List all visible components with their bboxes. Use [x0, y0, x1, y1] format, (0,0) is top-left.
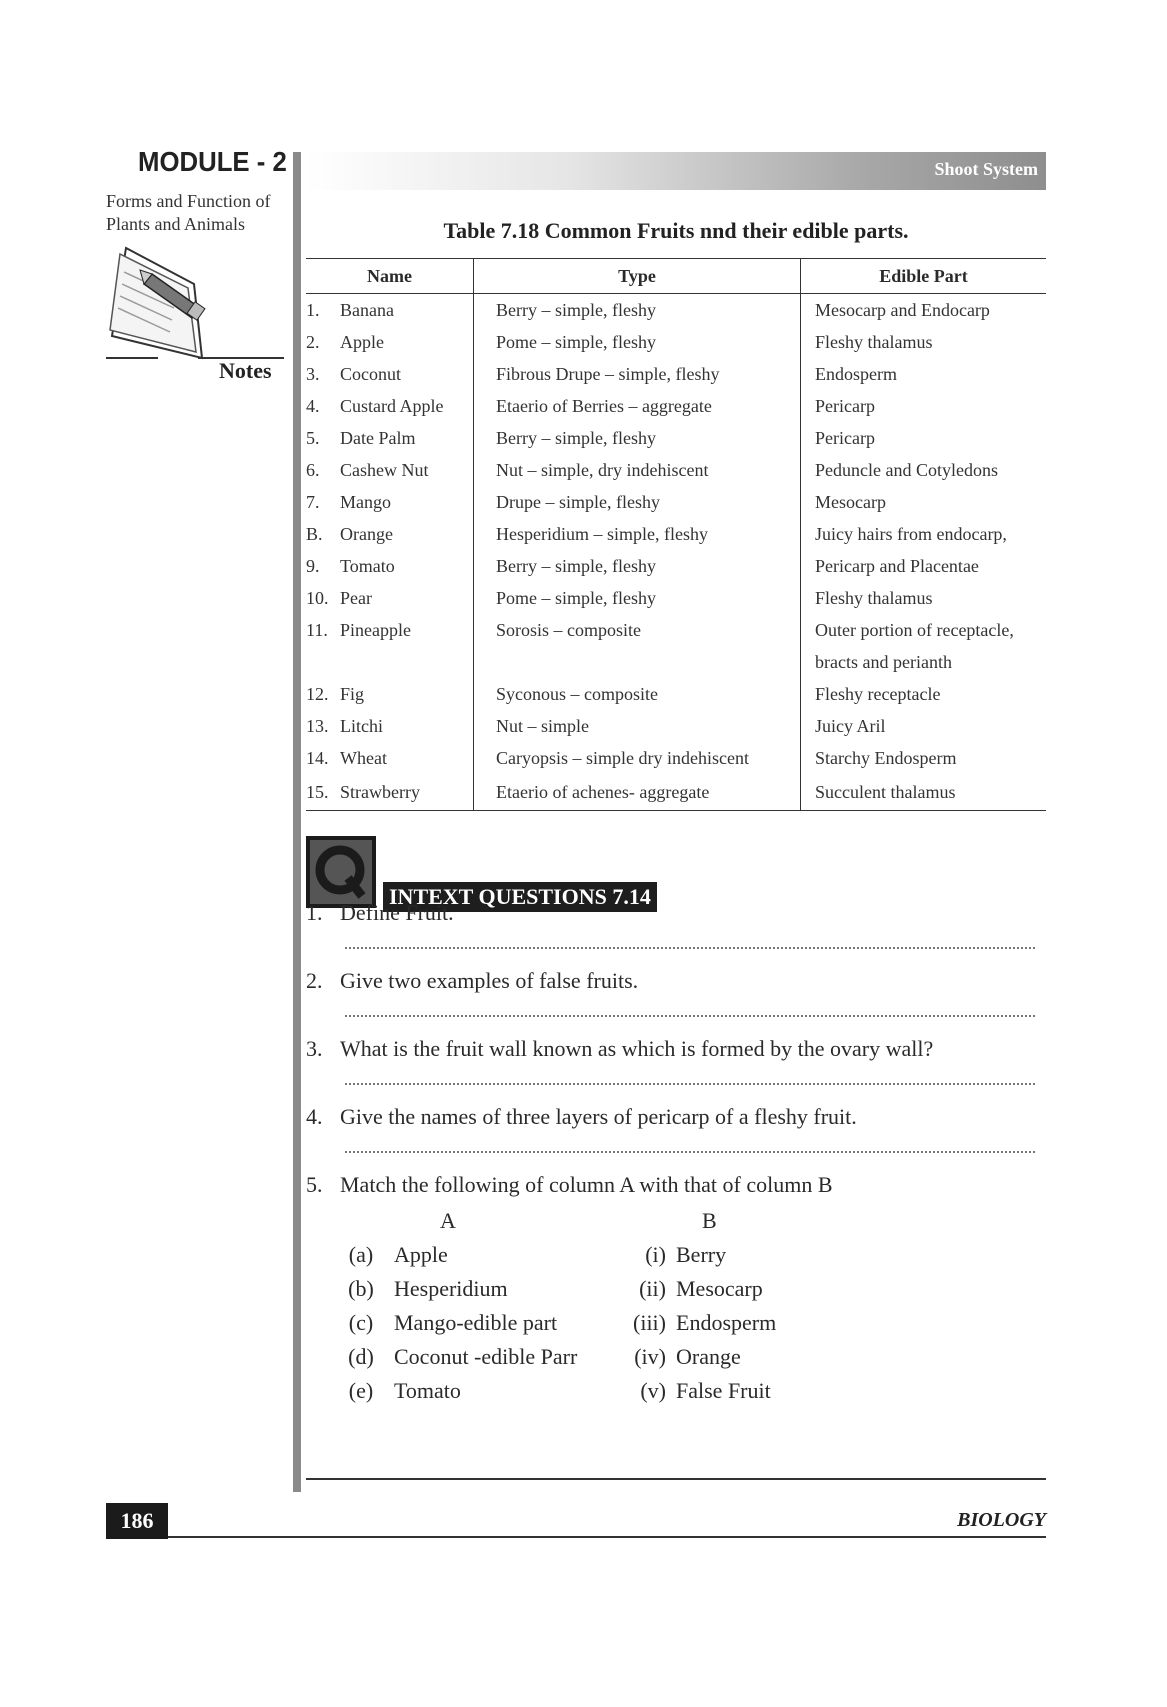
match-a-label: (d) — [348, 1344, 374, 1369]
table-row — [306, 646, 1046, 678]
match-b-label: (v) — [640, 1378, 666, 1403]
fruit-name: Mango — [340, 491, 391, 512]
answer-line-3 — [344, 1082, 1036, 1086]
module-subtitle-line2: Plants and Animals — [106, 214, 245, 234]
table-row — [306, 358, 1046, 390]
cell-name — [306, 582, 474, 614]
cell-name — [306, 454, 474, 486]
question-text: Give two examples of false fruits. — [340, 968, 639, 993]
question-4 — [306, 1104, 857, 1130]
match-b-text: Endosperm — [676, 1310, 777, 1335]
question-icon — [306, 836, 376, 908]
cell-edible-part: Pericarp and Placentae — [815, 555, 979, 576]
table-row — [306, 774, 1046, 811]
match-a-label: (e) — [348, 1378, 374, 1403]
cell-edible-part: Mesocarp and Endocarp — [815, 299, 990, 320]
cell-type: Berry – simple, fleshy — [474, 550, 801, 582]
match-b-label: (ii) — [639, 1276, 666, 1301]
table-row — [306, 678, 1046, 710]
cell-name — [306, 710, 474, 742]
intext-heading: INTEXT QUESTIONS 7.14 — [383, 882, 657, 912]
notes-label: Notes — [219, 358, 272, 383]
table-row — [306, 582, 1046, 614]
match-b-label: (iii) — [633, 1310, 666, 1335]
cell-name — [306, 294, 474, 327]
cell-name — [306, 486, 474, 518]
fruit-name: Wheat — [340, 747, 387, 768]
question-number: 4. — [306, 1104, 323, 1129]
fruit-name: Pear — [340, 587, 372, 608]
column-header-name: Name — [306, 259, 474, 294]
match-b-label: (i) — [645, 1242, 666, 1267]
section-bottom-rule — [306, 1478, 1046, 1480]
cell-type: Etaerio of achenes- aggregate — [474, 774, 801, 811]
row-number: 7. — [306, 491, 320, 512]
cell-edible-part: Fleshy thalamus — [815, 331, 933, 352]
cell-name — [306, 678, 474, 710]
cell-type: Nut – simple, dry indehiscent — [474, 454, 801, 486]
question-1 — [306, 900, 454, 926]
fruit-name: Custard Apple — [340, 395, 444, 416]
cell-edible-part: Endosperm — [815, 363, 897, 384]
question-5 — [306, 1172, 833, 1198]
cell-name — [306, 390, 474, 422]
cell-name — [306, 774, 474, 811]
table-header-row — [306, 259, 1046, 294]
answer-line-1 — [344, 946, 1036, 950]
row-number: 14. — [306, 747, 329, 768]
cell-type: Caryopsis – simple dry indehiscent — [474, 742, 801, 774]
cell-type: Pome – simple, fleshy — [474, 326, 801, 358]
section-header-band — [306, 152, 1046, 190]
question-2 — [306, 968, 638, 994]
question-text: Give the names of three layers of pericarp of a fleshy fruit. — [340, 1104, 857, 1129]
cell-edible-part: Peduncle and Cotyledons — [815, 459, 998, 480]
question-text: What is the fruit wall known as which is formed by the ovary wall? — [340, 1036, 934, 1061]
cell-name — [306, 518, 474, 550]
match-b-text: Orange — [676, 1344, 741, 1369]
cell-name — [306, 614, 474, 646]
cell-name — [306, 550, 474, 582]
match-a-text: Hesperidium — [394, 1276, 508, 1301]
fruit-name: Strawberry — [340, 781, 420, 802]
match-b-text: Mesocarp — [676, 1276, 763, 1301]
answer-line-2 — [344, 1014, 1036, 1018]
table-row — [306, 422, 1046, 454]
row-number: 11. — [306, 619, 328, 640]
table-title: Table 7.18 Common Fruits nnd their edible parts. — [443, 218, 909, 243]
cell-name — [306, 326, 474, 358]
row-number: B. — [306, 523, 323, 544]
cell-edible-part: Pericarp — [815, 395, 875, 416]
cell-edible-part: Starchy Endosperm — [815, 747, 957, 768]
cell-edible-part: Fleshy receptacle — [815, 683, 941, 704]
module-title: MODULE - 2 — [138, 146, 287, 177]
match-b-label: (iv) — [634, 1344, 666, 1369]
footer-rule — [168, 1536, 1046, 1538]
cell-type: Fibrous Drupe – simple, fleshy — [474, 358, 801, 390]
table-row — [306, 742, 1046, 774]
fruit-name: Date Palm — [340, 427, 416, 448]
notes-pencil-icon — [106, 244, 216, 364]
match-b-text: Berry — [676, 1242, 727, 1267]
footer-subject: BIOLOGY — [957, 1509, 1046, 1531]
column-header-edible: Edible Part — [801, 259, 1047, 294]
answer-line-4 — [344, 1150, 1036, 1154]
cell-name — [306, 742, 474, 774]
question-text: Define Fruit. — [340, 900, 454, 925]
notes-rule-left — [106, 357, 158, 359]
question-number: 3. — [306, 1036, 323, 1061]
row-number: 13. — [306, 715, 329, 736]
row-number: 12. — [306, 683, 329, 704]
fruit-name: Orange — [340, 523, 393, 544]
fruit-name: Cashew Nut — [340, 459, 429, 480]
match-a-label: (b) — [348, 1276, 374, 1301]
cell-type: Pome – simple, fleshy — [474, 582, 801, 614]
cell-edible-part: Juicy hairs from endocarp, — [815, 523, 1007, 544]
match-b-text: False Fruit — [676, 1378, 771, 1403]
row-number: 10. — [306, 587, 329, 608]
row-number: 3. — [306, 363, 320, 384]
match-a-text: Tomato — [394, 1378, 461, 1403]
match-column-a-header: A — [440, 1208, 456, 1233]
match-column-b-header: B — [702, 1208, 717, 1233]
cell-edible-part: bracts and perianth — [815, 651, 952, 672]
cell-name — [306, 358, 474, 390]
table-row — [306, 486, 1046, 518]
fruit-name: Apple — [340, 331, 384, 352]
table-row — [306, 550, 1046, 582]
cell-type: Berry – simple, fleshy — [474, 422, 801, 454]
question-number: 5. — [306, 1172, 323, 1197]
fruit-name: Pineapple — [340, 619, 411, 640]
match-a-label: (a) — [348, 1242, 374, 1267]
fruit-name: Fig — [340, 683, 365, 704]
module-subtitle-line1: Forms and Function of — [106, 191, 271, 211]
match-a-text: Mango-edible part — [394, 1310, 558, 1335]
module-subtitle — [106, 190, 286, 236]
question-3 — [306, 1036, 933, 1062]
question-text: Match the following of column A with that of column B — [340, 1172, 833, 1197]
cell-edible-part: Pericarp — [815, 427, 875, 448]
cell-type: Syconous – composite — [474, 678, 801, 710]
table-row — [306, 614, 1046, 646]
cell-type: Sorosis – composite — [474, 614, 801, 646]
question-number: 2. — [306, 968, 323, 993]
row-number: 2. — [306, 331, 320, 352]
cell-type: Drupe – simple, fleshy — [474, 486, 801, 518]
row-number: 9. — [306, 555, 320, 576]
margin-divider — [293, 152, 301, 1492]
row-number: 6. — [306, 459, 320, 480]
fruit-table — [306, 258, 1046, 811]
row-number: 5. — [306, 427, 320, 448]
cell-type: Nut – simple — [474, 710, 801, 742]
cell-type — [474, 646, 801, 678]
column-header-type: Type — [474, 259, 801, 294]
fruit-name: Litchi — [340, 715, 383, 736]
fruit-name: Tomato — [340, 555, 395, 576]
fruit-name: Banana — [340, 299, 394, 320]
section-title: Shoot System — [934, 159, 1038, 179]
cell-type: Berry – simple, fleshy — [474, 294, 801, 327]
table-row — [306, 454, 1046, 486]
table-row — [306, 294, 1046, 327]
magnifier-q-icon — [310, 840, 372, 904]
cell-name — [306, 422, 474, 454]
cell-type: Hesperidium – simple, fleshy — [474, 518, 801, 550]
cell-name — [306, 646, 474, 678]
row-number: 4. — [306, 395, 320, 416]
question-number: 1. — [306, 900, 323, 925]
row-number: 15. — [306, 781, 329, 802]
cell-edible-part: Fleshy thalamus — [815, 587, 933, 608]
table-row — [306, 326, 1046, 358]
cell-edible-part: Juicy Aril — [815, 715, 886, 736]
row-number: 1. — [306, 299, 320, 320]
table-row — [306, 390, 1046, 422]
match-a-text: Coconut -edible Parr — [394, 1344, 578, 1369]
table-row — [306, 710, 1046, 742]
cell-edible-part: Outer portion of receptacle, — [815, 619, 1014, 640]
fruit-name: Coconut — [340, 363, 401, 384]
table-row — [306, 518, 1046, 550]
page-number: 186 — [106, 1503, 168, 1539]
cell-edible-part: Succulent thalamus — [801, 774, 1047, 811]
cell-edible-part: Mesocarp — [815, 491, 886, 512]
match-a-label: (c) — [348, 1310, 374, 1335]
match-a-text: Apple — [394, 1242, 448, 1267]
cell-type: Etaerio of Berries – aggregate — [474, 390, 801, 422]
